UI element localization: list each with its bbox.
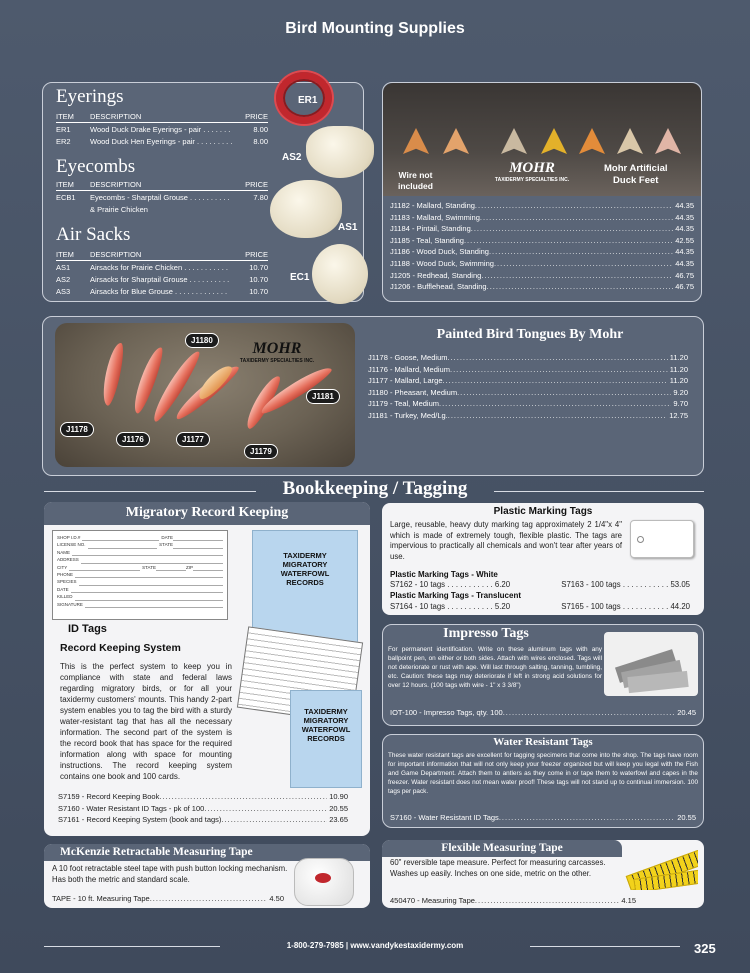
foot-image [403,128,429,154]
logo-inc: INC. [559,177,570,183]
row-item-empty [56,204,90,216]
plastic-white-title: Plastic Marking Tags - White [390,570,498,579]
row-price: 10.70 [249,275,268,284]
tag-j1176: J1176 [116,432,150,447]
tape-measure-image [294,858,354,906]
foot-image [541,128,567,154]
water-tags-title: Water Resistant Tags [493,736,593,748]
tongues-price-list [368,352,688,422]
form-row [57,549,223,556]
foot-image [655,128,681,154]
list-item [58,791,348,803]
tag-j1179: J1179 [244,444,278,459]
flexible-price-list [390,895,636,907]
feet-price-list [390,200,694,293]
item-label: IOT-100 - Impresso Tags, qty. 100 [390,708,503,717]
record-system-body: This is the perfect system to keep you in compliance with state and federal laws regarding migratory birds, or for all your taxidermy customers' mounts. This handy 2-part system enables you to tag the bird with a sturdy water-resistant tag that has all the necessary information. The second part of the system is the record book that has space for the required information along with space for mounting instructions. The record keeping system contains one book and 100 cards. [60,662,232,781]
as2-label: AS2 [282,152,302,163]
tag-j1177: J1177 [176,432,210,447]
row-price: 10.70 [249,287,268,296]
item-price: 10.90 [329,792,348,801]
row-price: 8.00 [253,137,268,146]
as1-label: AS1 [338,222,358,233]
row-item: AS3 [56,287,71,296]
ec1-label: EC1 [290,272,310,283]
header-item: ITEM [56,112,74,121]
list-item [390,246,694,258]
eyecomb-ec1-image [312,244,368,304]
form-field: ADDRESS [57,557,79,563]
id-tags-label: ID Tags [68,623,107,635]
row-desc: Wood Duck Drake Eyerings - pair . . . . . . . [90,125,231,134]
tag-hole [637,536,644,543]
airsacks-title: Air Sacks [56,224,131,245]
form-row [57,601,223,608]
airsacks-section [56,224,130,246]
row-price: 10.70 [249,263,268,272]
flexible-tape-image [624,850,698,890]
item-label: J1185 - Teal, Standing [390,235,464,245]
form-field: DATE [57,586,69,592]
water-tags-body: These water resistant tags are excellent for tagging specimens that come into the shop. The tags have room for important information that will not only keep your freezer organized but will keep you legal with the Fish and Game Department. Attach them to antlers as they come in or tape them to waterfowl and capes in the freezer. Water resistant does not mean water proof! These tags will not stand up to continual immersion. 100 tags per pack. [388,752,698,795]
item-label: J1181 - Turkey, Med/Lg. [368,410,448,420]
row-desc-cont: & Prairie Chicken [90,205,148,214]
item-label: J1177 - Mallard, Large [368,376,443,386]
item-price: 4.50 [269,894,284,903]
feet-caption [604,163,668,187]
list-item: S7164 - 10 tags . . . . . . . . . . . 5.20 [390,602,511,611]
form-field: SPECIES [57,579,77,585]
flexible-title: Flexible Measuring Tape [382,840,622,857]
item-label: J1176 - Mallard, Medium [368,364,450,374]
wire-note-line-2: included [398,181,433,191]
record-system-title: Record Keeping System [60,642,181,654]
item-price: 46.75 [675,282,694,292]
water-tags-price-list [390,812,696,824]
list-item [52,893,284,905]
item-price: 20.55 [329,803,348,813]
plastic-tags-body: Large, reusable, heavy duty marking tag approximately 2 1/4"x 4" which is made of extremely tough, flexible plastic. The tags are impervious to practically all chemicals and won't tear after years of use. [390,520,622,561]
eyerings-section [56,86,124,108]
mckenzie-body: A 10 foot retractable steel tape with push button locking mechanism. Has both the metric and standard scale. [52,864,288,884]
form-row [57,593,223,600]
form-field: LICENSE NO. [57,542,86,548]
table-row [56,274,268,286]
logo-main: MOHR [252,340,302,357]
form-field: STATE [159,542,173,548]
wire-note-line-1: Wire not [398,170,433,180]
item-price: 20.55 [677,813,696,822]
tongue-image [99,341,126,407]
page-title: Bird Mounting Supplies [285,20,465,37]
item-price: 44.35 [675,212,694,222]
booklet-title: TAXIDERMY MIGRATORY WATERFOWL RECORDS [280,551,330,587]
form-row [57,541,223,548]
form-row [57,564,223,571]
eyerings-table [56,112,268,148]
list-item [390,212,694,224]
impresso-body: For permanent identification. Write on these aluminum tags with any ballpoint pen, on either or both sides. Attach with wires enclosed. Tags will not deteriorate or rust with age. Will last through salting, tanning, tumbling, etc. Caution: these tags may deteriorate if left in strong acid solutions for over 12 hours. (100 tags with wire - 1" x 3 3/8") [388,646,602,689]
form-field: PHONE [57,572,74,578]
item-label: J1205 - Redhead, Standing [390,270,482,280]
header-desc: DESCRIPTION [90,112,142,121]
list-item [390,270,694,282]
row-item: ER2 [56,137,71,146]
form-field: STATE [142,564,156,570]
header-desc: DESCRIPTION [90,250,142,259]
row-item: ECB1 [56,193,76,202]
tag-j1178: J1178 [60,422,94,437]
list-item [368,352,688,364]
table-row [56,286,268,298]
page-number: 325 [694,941,716,956]
foot-image [443,128,469,154]
item-price: 46.75 [675,270,694,280]
booklet-title: TAXIDERMY MIGRATORY WATERFOWL RECORDS [301,707,351,743]
tongues-mohr-logo [222,340,332,364]
item-label: S7161 - Record Keeping System (book and tags) [58,815,222,825]
row-desc: Airsacks for Sharptail Grouse . . . . . . . . . . [90,275,230,284]
row-desc: Airsacks for Blue Grouse . . . . . . . . . . . . . [90,287,228,296]
table-row [56,262,268,274]
logo-sub-line [482,177,582,183]
impresso-title: Impresso Tags [443,626,529,641]
list-item [368,410,688,422]
airsacks-table [56,250,268,298]
plastic-tags-title: Plastic Marking Tags [493,506,593,517]
row-desc: Eyecombs - Sharptail Grouse . . . . . . . . . . [90,193,230,202]
list-item [390,281,694,293]
list-item: S7163 - 100 tags . . . . . . . . . . . 53.05 [561,580,690,589]
list-item: S7165 - 100 tags . . . . . . . . . . . 44.20 [561,602,690,611]
item-label: S7160 - Water Resistant ID Tags - pk of 100 [58,803,205,813]
item-price: 44.35 [675,247,694,257]
mckenzie-price-list [52,893,284,905]
airsacks-header [56,250,268,261]
eyecombs-table [56,180,268,216]
row-price: 8.00 [253,125,268,134]
row-item: ER1 [56,125,71,134]
header-desc: DESCRIPTION [90,180,142,189]
plastic-tag-image [630,520,694,558]
tongues-title: Painted Bird Tongues By Mohr [436,327,624,342]
form-field: ZIP [185,564,193,570]
list-item [368,387,688,399]
footer-divider-right [530,946,680,947]
row-item: AS2 [56,275,71,284]
item-price: 44.35 [675,258,694,268]
item-label: J1178 - Goose, Medium [368,353,448,362]
list-item [368,364,688,376]
mohr-logo [482,160,582,183]
list-item [390,200,694,212]
plastic-white-items [390,580,690,589]
divider-right [494,491,704,492]
bookkeeping-title: Bookkeeping / Tagging [282,478,468,499]
form-field: CITY [57,564,68,570]
list-item [390,707,696,719]
impresso-tags-image [604,632,698,696]
list-item [390,235,694,247]
item-label: J1180 - Pheasant, Medium [368,387,458,397]
item-label: 450470 - Measuring Tape [390,896,475,905]
tag-j1180: J1180 [185,333,219,348]
list-item [390,223,694,235]
table-row [56,204,268,216]
eyerings-title: Eyerings [56,86,124,107]
header-price: PRICE [245,112,268,121]
logo-sub-line [222,358,332,364]
foot-image [617,128,643,154]
form-field: NAME [57,549,71,555]
form-row [57,534,223,541]
form-row [57,586,223,593]
item-price: 23.65 [329,815,348,825]
feet-caption-line-2: Duck Feet [613,175,659,186]
logo-sub: TAXIDERMY SPECIALTIES [239,358,303,364]
logo-main: MOHR [509,160,555,176]
header-price: PRICE [245,250,268,259]
item-label: J1182 - Mallard, Standing [390,201,475,210]
migratory-price-list [58,791,348,826]
tongue-image [194,361,235,402]
list-item [58,814,348,826]
row-desc: Airsacks for Prairie Chicken . . . . . . . . . . . [90,263,228,272]
header-item: ITEM [56,180,74,189]
eyecombs-title: Eyecombs [56,156,136,177]
list-item [390,258,694,270]
list-item [390,812,696,824]
row-desc: Wood Duck Hen Eyerings - pair . . . . . . . . . [90,137,233,146]
item-label: J1184 - Pintail, Standing [390,224,471,234]
form-field: DATE [161,535,173,540]
list-item [58,803,348,815]
eyerings-header [56,112,268,123]
airsack-as2-image [306,126,374,178]
airsack-as1-image [270,180,342,238]
form-field: SIGNATURE [57,601,83,607]
form-row [57,571,223,578]
logo-sub: TAXIDERMY SPECIALTIES [494,177,558,183]
form-row [57,556,223,563]
item-price: 11.20 [669,376,688,386]
row-price: 7.80 [253,193,268,202]
logo-inc: INC. [304,358,315,364]
item-price: 44.35 [675,224,694,234]
er1-label: ER1 [298,95,318,106]
list-item [390,895,636,907]
item-label: J1183 - Mallard, Swimming [390,212,480,222]
item-price: 4.15 [621,896,636,905]
item-price: 11.20 [669,353,688,362]
records-booklet-small [290,690,362,788]
wire-note [398,170,433,192]
plastic-translucent-title: Plastic Marking Tags - Translucent [390,591,521,600]
item-price: 20.45 [677,708,696,717]
header-item: ITEM [56,250,74,259]
eyecombs-header [56,180,268,191]
list-item [368,398,688,410]
item-label: S7160 - Water Resistant ID Tags [390,813,499,822]
migratory-title: Migratory Record Keeping [44,502,370,525]
table-row [56,136,268,148]
item-label: J1186 - Wood Duck, Standing [390,247,489,257]
item-label: S7159 - Record Keeping Book [58,792,160,801]
plastic-translucent-items [390,602,690,611]
form-field: KILLED [57,594,73,600]
item-label: J1188 - Wood Duck, Swimming [390,258,494,268]
tape-logo [315,873,331,883]
sample-tag-form [52,530,228,620]
footer-contact: 1-800-279-7985 | www.vandykestaxidermy.com [286,941,464,950]
item-price: 11.20 [669,364,688,374]
foot-image [501,128,527,154]
item-price: 42.55 [675,235,694,245]
foot-image [579,128,605,154]
impresso-price-list [390,707,696,719]
mckenzie-title: McKenzie Retractable Measuring Tape [44,844,370,861]
item-price: 9.70 [673,399,688,409]
form-field: SHOP I.D.# [57,535,81,540]
item-price: 9.20 [673,387,688,397]
eyecombs-section [56,156,135,178]
table-row [56,124,268,136]
item-label: TAPE - 10 ft. Measuring Tape [52,894,150,903]
header-price: PRICE [245,180,268,189]
row-item: AS1 [56,263,71,272]
flexible-body: 60" reversible tape measure. Perfect for measuring carcasses. Washes up easily. Inches on one side, metric on the other. [390,858,606,878]
item-price: 44.35 [675,201,694,210]
list-item: S7162 - 10 tags . . . . . . . . . . . 6.20 [390,580,511,589]
list-item [368,375,688,387]
feet-caption-line-1: Mohr Artificial [604,163,668,174]
table-row [56,192,268,204]
tag-j1181: J1181 [306,389,340,404]
item-label: J1179 - Teal, Medium [368,399,440,409]
item-price: 12.75 [669,410,688,420]
item-label: J1206 - Bufflehead, Standing [390,282,487,292]
form-row [57,578,223,585]
